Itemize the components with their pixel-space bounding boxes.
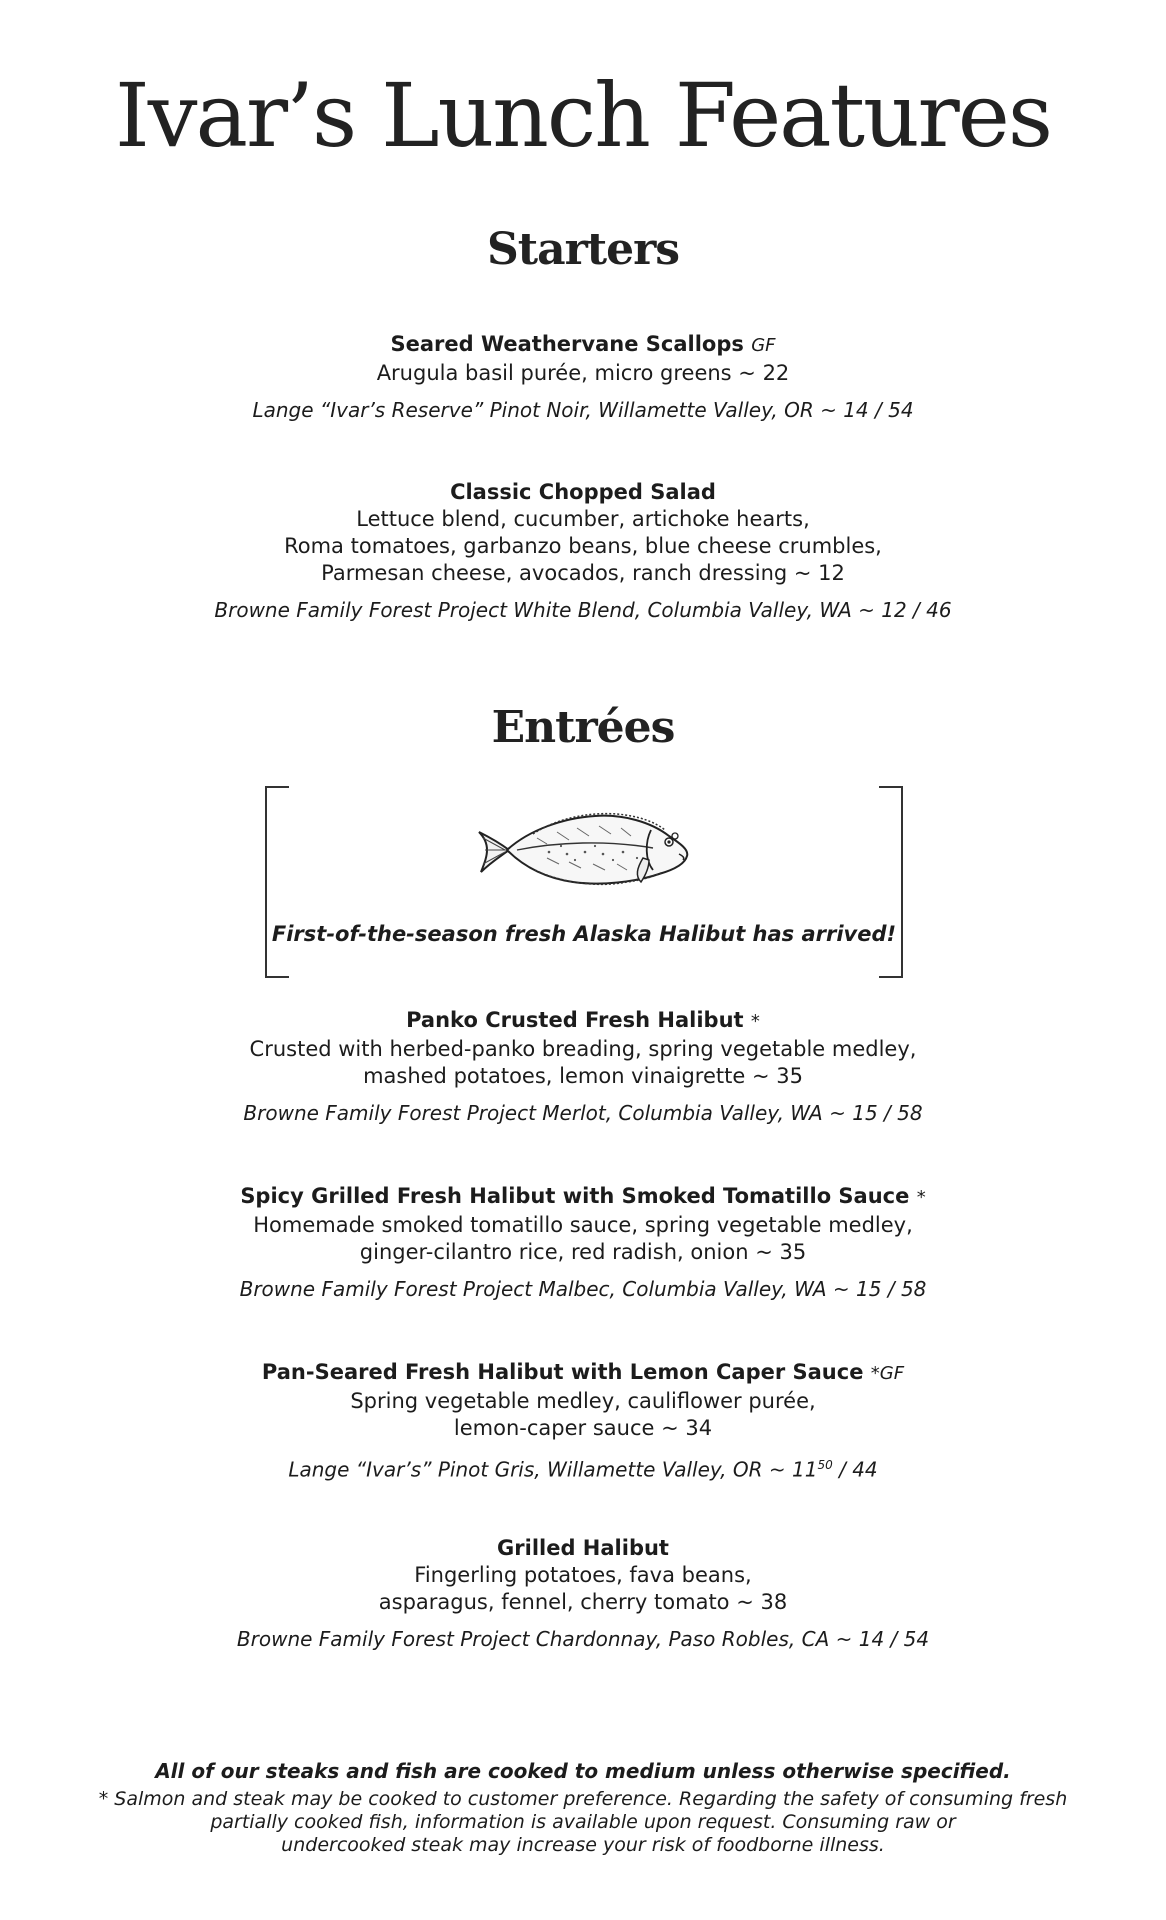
halibut-feature-callout xyxy=(265,786,903,976)
description-line: mashed potatoes, lemon vinaigrette ~ 35 xyxy=(363,1064,803,1088)
item-name-text: Grilled Halibut xyxy=(497,1536,669,1560)
item-description xyxy=(0,1388,1166,1442)
feature-announcement: First-of-the-season fresh Alaska Halibut has arrived! xyxy=(271,922,897,946)
item-description xyxy=(0,506,1166,587)
item-name xyxy=(0,478,1166,506)
item-name xyxy=(0,1534,1166,1562)
raw-warning-tag: * xyxy=(750,1011,760,1032)
starters-heading: Starters xyxy=(486,224,680,275)
left-bracket xyxy=(265,786,289,978)
wine-pairing xyxy=(0,1452,1166,1483)
item-name-text: Panko Crusted Fresh Halibut xyxy=(406,1008,744,1032)
description-line: Fingerling potatoes, fava beans, xyxy=(414,1563,752,1587)
price-cents: 50 xyxy=(817,1458,833,1472)
description-line: Crusted with herbed-panko breading, spring vegetable medley, xyxy=(249,1037,917,1061)
disclaimer-line: partially cooked fish, information is available upon request. Consuming raw or xyxy=(210,1811,956,1833)
description-line: ginger-cilantro rice, red radish, onion ~ 35 xyxy=(359,1240,807,1264)
item-name-text: Classic Chopped Salad xyxy=(450,480,716,504)
item-name xyxy=(0,1182,1166,1212)
item-name-text: Seared Weathervane Scallops xyxy=(390,332,744,356)
description-line: Parmesan cheese, avocados, ranch dressing ~ 12 xyxy=(321,561,845,585)
disclaimer-line: * Salmon and steak may be cooked to customer preference. Regarding the safety of consuming fresh xyxy=(98,1788,1068,1810)
footer xyxy=(0,1758,1166,1857)
pairing-text: / 44 xyxy=(832,1457,878,1482)
item-name-text: Pan-Seared Fresh Halibut with Lemon Caper Sauce xyxy=(261,1360,864,1384)
halibut-fish-icon xyxy=(477,808,691,890)
menu-item xyxy=(0,1534,1166,1652)
menu-item xyxy=(0,1358,1166,1483)
raw-warning-tag: * xyxy=(916,1187,926,1208)
pairing-text: Lange “Ivar’s” Pinot Gris, Willamette Valley, OR ~ 11 xyxy=(288,1457,818,1482)
description-line: Homemade smoked tomatillo sauce, spring vegetable medley, xyxy=(253,1213,913,1237)
wine-pairing: Browne Family Forest Project White Blend, Columbia Valley, WA ~ 12 / 46 xyxy=(214,598,952,622)
wine-pairing: Browne Family Forest Project Chardonnay, Paso Robles, CA ~ 14 / 54 xyxy=(236,1627,930,1651)
description-line: Lettuce blend, cucumber, artichoke hearts, xyxy=(356,507,810,531)
menu-item xyxy=(0,1006,1166,1126)
description-line: Spring vegetable medley, cauliflower purée, xyxy=(350,1389,816,1413)
cooking-note: All of our steaks and fish are cooked to medium unless otherwise specified. xyxy=(155,1759,1011,1783)
item-name xyxy=(0,1358,1166,1388)
item-description xyxy=(0,1212,1166,1266)
description-line: asparagus, fennel, cherry tomato ~ 38 xyxy=(378,1590,788,1614)
wine-pairing: Browne Family Forest Project Malbec, Columbia Valley, WA ~ 15 / 58 xyxy=(239,1277,927,1301)
item-description xyxy=(0,360,1166,387)
description-line: Arugula basil purée, micro greens ~ 22 xyxy=(376,361,790,385)
description-line: lemon-caper sauce ~ 34 xyxy=(453,1416,713,1440)
food-safety-disclaimer xyxy=(0,1788,1166,1857)
entrees-heading: Entrées xyxy=(491,702,675,753)
menu-item xyxy=(0,330,1166,423)
item-name xyxy=(0,330,1166,360)
page-title: Ivar’s Lunch Features xyxy=(115,64,1051,167)
gluten-free-tag: *GF xyxy=(870,1363,905,1384)
wine-pairing: Browne Family Forest Project Merlot, Columbia Valley, WA ~ 15 / 58 xyxy=(243,1101,923,1125)
right-bracket xyxy=(879,786,903,978)
description-line: Roma tomatoes, garbanzo beans, blue cheese crumbles, xyxy=(284,534,882,558)
disclaimer-line: undercooked steak may increase your risk of foodborne illness. xyxy=(281,1834,885,1856)
item-name xyxy=(0,1006,1166,1036)
item-description xyxy=(0,1562,1166,1616)
menu-item xyxy=(0,1182,1166,1302)
item-name-text: Spicy Grilled Fresh Halibut with Smoked Tomatillo Sauce xyxy=(240,1184,910,1208)
gluten-free-tag: GF xyxy=(751,335,776,356)
menu-item xyxy=(0,478,1166,623)
wine-pairing: Lange “Ivar’s Reserve” Pinot Noir, Willamette Valley, OR ~ 14 / 54 xyxy=(252,398,914,422)
item-description xyxy=(0,1036,1166,1090)
